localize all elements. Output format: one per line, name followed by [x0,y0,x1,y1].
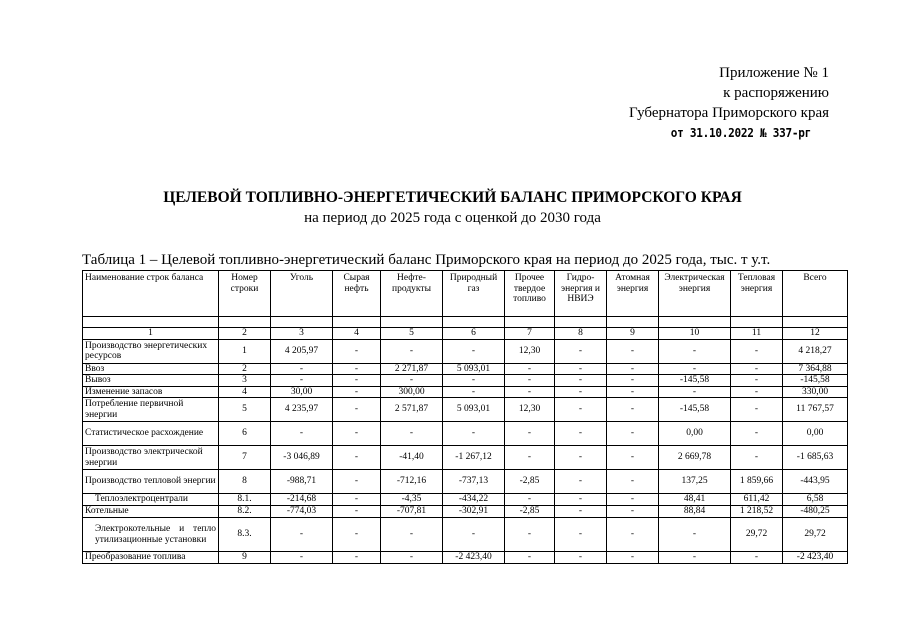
table-cell: - [607,518,659,552]
table-cell: -1 267,12 [443,446,505,470]
header-cell: Номер строки [219,271,271,317]
table-cell: -434,22 [443,494,505,506]
row-label-cell: Теплоэлектроцентрали [83,494,219,506]
table-cell: - [555,470,607,494]
column-number-row [83,328,848,340]
table-cell: - [659,386,731,398]
table-cell: - [731,398,783,422]
table-cell: 2 271,87 [381,363,443,375]
table-cell: 5 [219,398,271,422]
table-row [83,386,848,398]
table-cell: 8.3. [219,518,271,552]
row-label-cell: Котельные [83,506,219,518]
table-cell: - [381,375,443,387]
table-cell: - [607,506,659,518]
table-cell: - [731,552,783,564]
column-number-cell: 10 [659,328,731,340]
table-cell: - [381,518,443,552]
table-cell: 300,00 [381,386,443,398]
table-row [83,506,848,518]
table-cell: - [333,518,381,552]
row-label-cell: Преобразование топлива [83,552,219,564]
row-label-cell: Производство энергетических ресурсов [83,339,219,363]
table-cell: 6 [219,422,271,446]
table-cell: 8.2. [219,506,271,518]
table-cell: 0,00 [783,422,848,446]
table-cell: 7 364,88 [783,363,848,375]
table-cell: -145,58 [783,375,848,387]
header-cell: Нефте-продукты [381,271,443,317]
table-cell: - [555,422,607,446]
table-cell: - [333,552,381,564]
table-spacer-row [83,317,848,328]
table-row [83,422,848,446]
table-row [83,446,848,470]
table-cell: - [505,386,555,398]
table-cell: 12,30 [505,339,555,363]
table-cell: -145,58 [659,398,731,422]
table-cell: 8.1. [219,494,271,506]
table-cell: - [607,446,659,470]
table-cell: 88,84 [659,506,731,518]
table-cell: - [731,339,783,363]
table-cell: - [333,422,381,446]
table-cell: 6,58 [783,494,848,506]
table-cell: - [607,422,659,446]
table-cell: -443,95 [783,470,848,494]
table-cell: - [333,470,381,494]
table-cell: - [381,339,443,363]
table-cell: - [607,386,659,398]
column-number-cell: 2 [219,328,271,340]
table-cell: - [271,422,333,446]
row-label-cell: Вывоз [83,375,219,387]
table-cell: -2 423,40 [783,552,848,564]
table-cell: 9 [219,552,271,564]
table-cell: - [659,339,731,363]
table-cell: -2,85 [505,506,555,518]
row-label-cell: Потребление первичной энергии [83,398,219,422]
table-cell: - [443,422,505,446]
row-label-cell: Производство тепловой энергии [83,470,219,494]
table-cell: 330,00 [783,386,848,398]
table-cell: -41,40 [381,446,443,470]
header-cell: Сырая нефть [333,271,381,317]
table-cell: 48,41 [659,494,731,506]
table-cell: - [443,386,505,398]
table-cell: - [731,375,783,387]
table-cell: 2 669,78 [659,446,731,470]
document-subtitle: на период до 2025 года с оценкой до 2030 года [304,210,601,226]
table-cell: 30,00 [271,386,333,398]
table-cell: 12,30 [505,398,555,422]
column-number-cell: 1 [83,328,219,340]
table-cell: - [607,339,659,363]
table-cell: - [505,494,555,506]
table-cell: - [333,398,381,422]
table-cell: 1 [219,339,271,363]
table-cell: - [659,518,731,552]
table-row [83,518,848,552]
table-cell: - [607,470,659,494]
appendix-line-1: Приложение № 1 [719,65,829,81]
table-cell: - [381,552,443,564]
table-cell: 5 093,01 [443,363,505,375]
table-cell: -712,16 [381,470,443,494]
table-cell: - [381,422,443,446]
table-cell: - [333,506,381,518]
row-label-cell: Изменение запасов [83,386,219,398]
table-cell: - [607,398,659,422]
header-cell: Всего [783,271,848,317]
table-cell: - [271,363,333,375]
table-cell: -214,68 [271,494,333,506]
table-cell: - [505,446,555,470]
table-cell: - [505,518,555,552]
row-label-cell: Статистическое расхождение [83,422,219,446]
table-cell: -988,71 [271,470,333,494]
table-cell: - [505,552,555,564]
table-cell: - [333,386,381,398]
table-cell: - [505,363,555,375]
table-cell: 611,42 [731,494,783,506]
appendix-date-stamp: от 31.10.2022 № 337-рг [670,126,811,140]
table-cell: 4 [219,386,271,398]
header-cell: Природный газ [443,271,505,317]
table-cell: - [271,518,333,552]
table-cell: - [607,494,659,506]
table-cell: -1 685,63 [783,446,848,470]
table-cell: - [333,339,381,363]
column-number-cell: 3 [271,328,333,340]
row-label-cell: Производство электрической энергии [83,446,219,470]
table-cell: - [555,446,607,470]
column-number-cell: 8 [555,328,607,340]
table-cell: 2 571,87 [381,398,443,422]
table-cell: - [659,552,731,564]
table-header-row [83,271,848,317]
column-number-cell: 4 [333,328,381,340]
header-cell: Уголь [271,271,333,317]
table-cell: - [659,363,731,375]
table-cell: 3 [219,375,271,387]
appendix-line-2: к распоряжению [723,85,829,101]
column-number-cell: 12 [783,328,848,340]
table-cell: - [271,552,333,564]
table-cell: 1 859,66 [731,470,783,494]
table-cell: 8 [219,470,271,494]
table-cell: 137,25 [659,470,731,494]
table-row [83,363,848,375]
table-cell: - [505,375,555,387]
header-cell: Наименование строк баланса [83,271,219,317]
header-cell: Тепловая энергия [731,271,783,317]
table-cell: - [271,375,333,387]
table-cell: -480,25 [783,506,848,518]
table-cell: -737,13 [443,470,505,494]
table-row [83,470,848,494]
table-cell: - [443,375,505,387]
table-cell: - [555,552,607,564]
table-cell: - [555,363,607,375]
table-cell: - [333,494,381,506]
table-cell: -302,91 [443,506,505,518]
table-caption: Таблица 1 – Целевой топливно-энергетический баланс Приморского края на период до 2025 года, тыс. т у.т. [82,252,771,268]
table-row [83,552,848,564]
table-cell: 0,00 [659,422,731,446]
table-cell: - [555,494,607,506]
row-label-cell: Ввоз [83,363,219,375]
column-number-cell: 7 [505,328,555,340]
table-cell: - [607,375,659,387]
column-number-cell: 6 [443,328,505,340]
table-cell: - [555,386,607,398]
document-title: ЦЕЛЕВОЙ ТОПЛИВНО-ЭНЕРГЕТИЧЕСКИЙ БАЛАНС ПРИМОРСКОГО КРАЯ [163,189,742,206]
header-cell: Прочее твердое топливо [505,271,555,317]
table-cell: - [333,446,381,470]
table-cell: 11 767,57 [783,398,848,422]
table-cell: - [607,363,659,375]
table-cell: - [555,339,607,363]
table-cell: - [731,422,783,446]
table-cell: - [731,386,783,398]
row-label-cell: Электрокотельные и тепло утилизационные установки [83,518,219,552]
table-cell: - [555,375,607,387]
table-cell: - [607,552,659,564]
header-cell: Атомная энергия [607,271,659,317]
column-number-cell: 11 [731,328,783,340]
table-cell: -2 423,40 [443,552,505,564]
appendix-line-3: Губернатора Приморского края [629,105,829,121]
column-number-cell: 9 [607,328,659,340]
table-cell: 4 218,27 [783,339,848,363]
table-cell: -2,85 [505,470,555,494]
table-cell: - [731,446,783,470]
table-cell: - [555,518,607,552]
table-cell: - [333,363,381,375]
table-cell: -774,03 [271,506,333,518]
column-number-cell: 5 [381,328,443,340]
table-cell: - [505,422,555,446]
table-cell: 1 218,52 [731,506,783,518]
table-row [83,398,848,422]
table-cell: 2 [219,363,271,375]
table-cell: -707,81 [381,506,443,518]
table-cell: 29,72 [783,518,848,552]
table-cell: - [555,398,607,422]
table-row [83,339,848,363]
table-cell: 4 205,97 [271,339,333,363]
table-cell: - [333,375,381,387]
table-cell: 5 093,01 [443,398,505,422]
table-cell: - [443,518,505,552]
table-cell: -3 046,89 [271,446,333,470]
appendix-block [629,63,829,143]
header-cell: Электрическая энергия [659,271,731,317]
table-cell: 7 [219,446,271,470]
energy-balance-table [82,270,848,564]
table-row [83,494,848,506]
table-row [83,375,848,387]
header-cell: Гидро-энергия и НВИЭ [555,271,607,317]
table-cell: - [731,363,783,375]
table-cell: 29,72 [731,518,783,552]
table-cell: 4 235,97 [271,398,333,422]
table-cell: -4,35 [381,494,443,506]
table-cell: -145,58 [659,375,731,387]
table-cell: - [443,339,505,363]
table-cell: - [555,506,607,518]
